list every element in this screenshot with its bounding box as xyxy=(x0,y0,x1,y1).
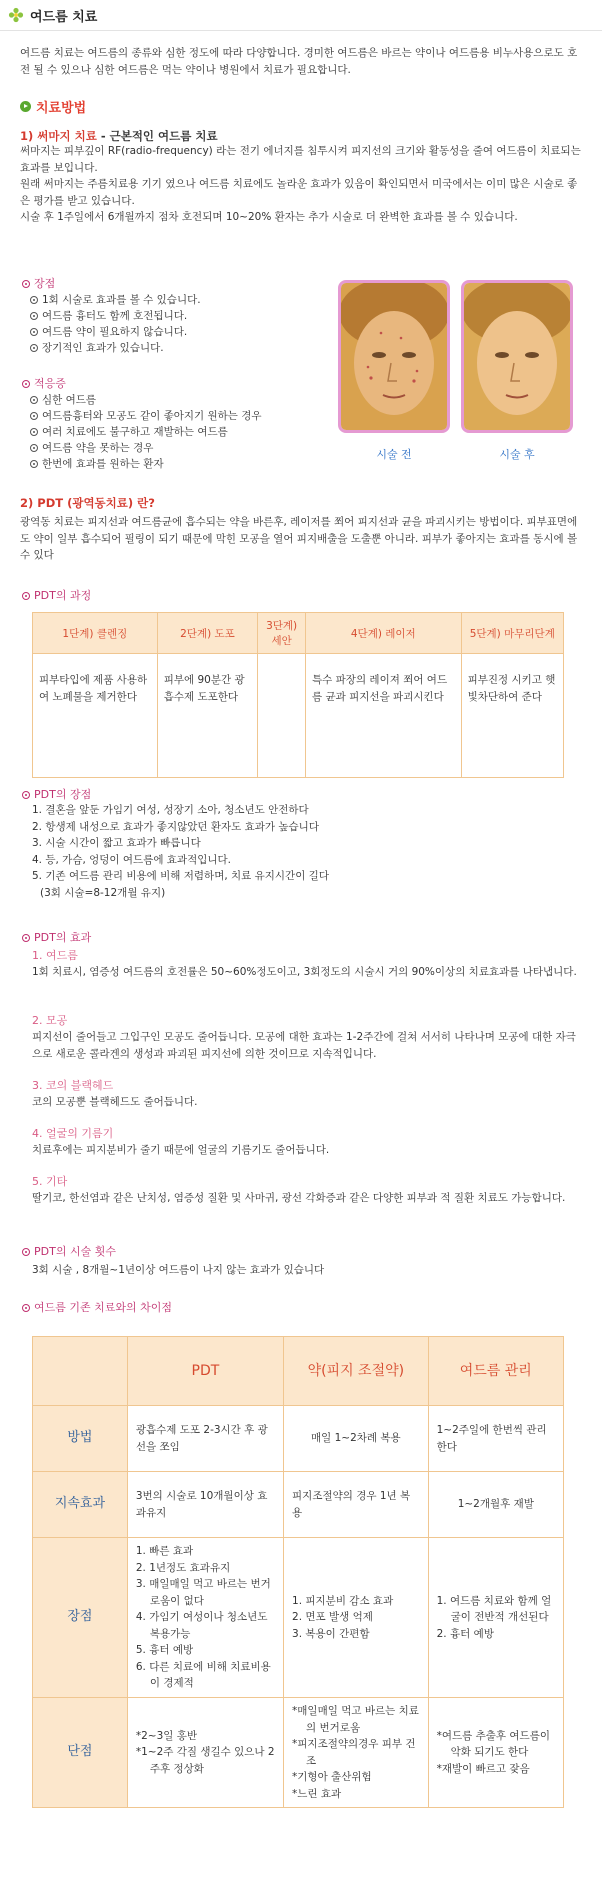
comparison-header-cell: 여드름 관리 xyxy=(428,1337,563,1406)
comparison-row xyxy=(33,1538,564,1698)
comparison-cell-list xyxy=(437,1728,555,1778)
difference-title: 여드름 기존 치료와의 차이점 xyxy=(22,1299,172,1315)
comparison-list-item: *느린 효과 xyxy=(292,1787,342,1800)
comparison-list-item: *재발이 빠르고 잦음 xyxy=(436,1762,530,1775)
comparison-header-cell: 약(피지 조절약) xyxy=(284,1337,429,1406)
merit-item: 5. 기존 여드름 관리 비용에 비해 저렴하며, 치료 유지시간이 길다 xyxy=(32,870,329,882)
comparison-header-cell: PDT xyxy=(127,1337,283,1406)
effect-body: 딸기코, 한선염과 같은 난치성, 염증성 질환 및 사마귀, 광선 각화증과 같은 다양한 피부과 적 질환 치료도 가능합니다. xyxy=(32,1192,566,1204)
comparison-cell-list xyxy=(292,1703,420,1802)
bullet-circle-icon xyxy=(30,460,38,468)
comparison-cell-list xyxy=(292,1593,420,1643)
effect-heading: 1. 여드름 xyxy=(32,949,78,962)
comparison-cell xyxy=(284,1472,429,1538)
process-step-desc: 피부진정 시키고 햇빛차단하여 준다 xyxy=(461,654,563,778)
comparison-list-item: *피지조절약의경우 피부 건조 xyxy=(292,1738,416,1767)
bullet-circle-icon xyxy=(22,791,30,799)
thermage-body: 써마지는 피부깊이 RF(radio-frequency) 라는 전기 에너지를 침투시켜 피지선의 크기와 활동성을 줄여 여드름이 치료되는 효과를 보입니다. 원래 써마지는 주름치료용 기기 였으나 여드름 치료에도 놀라운 효과가 있음이 확인되면서 미국에서는 이미 많은 시술로 좋은 평가를 받고 있습니다. 시술 후 1주일에서 6개월까지 점차 호전되며 10~20% 환자는 추가 시술로 더 완벽한 효과를 볼 수 있습니다. xyxy=(20,145,581,223)
comparison-cell xyxy=(428,1538,563,1698)
bullet-circle-icon xyxy=(30,428,38,436)
merits-list xyxy=(32,802,329,901)
indications-title: 적응증 xyxy=(22,375,66,391)
bullet-circle-icon xyxy=(30,296,38,304)
page-header xyxy=(0,0,602,31)
comparison-cell xyxy=(127,1472,283,1538)
list-item xyxy=(30,340,201,356)
comparison-row xyxy=(33,1472,564,1538)
merit-item: 3. 시술 시간이 짧고 효과가 빠릅니다 xyxy=(32,837,201,849)
list-item xyxy=(30,292,201,308)
process-step-label: 2단계) 도포 xyxy=(157,613,258,654)
comparison-cell xyxy=(127,1538,283,1698)
merits-title: PDT의 장점 xyxy=(22,786,91,802)
effect-heading: 3. 코의 블랙헤드 xyxy=(32,1079,114,1092)
list-item-text: 여드름 흉터도 함께 호전됩니다. xyxy=(42,310,188,322)
list-item-text: 여드름 약이 필요하지 않습니다. xyxy=(42,326,188,338)
list-item-text: 여드름 약을 못하는 경우 xyxy=(42,442,154,454)
list-item xyxy=(30,456,262,472)
comparison-table xyxy=(32,1336,564,1808)
flower-icon xyxy=(8,7,24,23)
comparison-list-item: 2. 1년정도 효과유지 xyxy=(135,1561,231,1574)
arrow-circle-icon xyxy=(20,101,31,112)
process-step-desc: 특수 파장의 레이져 쬐어 여드름 균과 피지선을 파괴시킨다 xyxy=(306,654,462,778)
list-item-text: 여러 치료에도 불구하고 재발하는 여드름 xyxy=(42,426,228,438)
process-step-label: 5단계) 마무리단계 xyxy=(461,613,563,654)
comparison-cell-text: 1~2개월후 재발 xyxy=(457,1498,534,1511)
effect-body: 치료후에는 피지분비가 줄기 때문에 얼굴의 기름기도 줄어듭니다. xyxy=(32,1144,330,1156)
process-title: PDT의 과정 xyxy=(22,587,91,603)
comparison-list-item: 6. 다른 치료에 비해 치료비용이 경제적 xyxy=(135,1660,271,1690)
effects-title: PDT의 효과 xyxy=(22,929,91,945)
list-item-text: 1회 시술로 효과를 볼 수 있습니다. xyxy=(42,294,201,306)
process-step-desc: 피부타입에 제품 사용하여 노폐물을 제거한다 xyxy=(33,654,158,778)
bullet-circle-icon xyxy=(22,280,30,288)
effect-heading: 2. 모공 xyxy=(32,1014,68,1027)
process-step-label: 3단계) 세안 xyxy=(258,613,306,654)
process-step-desc xyxy=(258,654,306,778)
bullet-circle-icon xyxy=(22,1304,30,1312)
comparison-row-label: 방법 xyxy=(33,1406,128,1472)
comparison-cell-text: 매일 1~2차례 복용 xyxy=(310,1432,401,1445)
after-photo xyxy=(461,280,573,433)
comparison-cell xyxy=(127,1698,283,1808)
pdt-heading: 2) PDT (광역동치료) 란? xyxy=(20,496,155,510)
effect-body: 피지선이 줄어들고 그입구인 모공도 줄어듭니다. 모공에 대한 효과는 1-2주간에 걸쳐 서서히 나타나며 모공에 대한 자극으로 새로운 콜라겐의 생성과 파괴된 피지선에 의한 것이므로 지속적입니다. xyxy=(32,1031,576,1060)
list-item xyxy=(30,408,262,424)
comparison-list-item: 3. 복용이 간편함 xyxy=(292,1627,370,1640)
pros-title: 장점 xyxy=(22,275,55,291)
bullet-circle-icon xyxy=(30,444,38,452)
comparison-list-item: 1. 여드름 치료와 함께 얼굴이 전반적 개선된다 xyxy=(436,1594,552,1624)
list-item-text: 장기적인 효과가 있습니다. xyxy=(42,342,164,354)
list-item-text: 한번에 효과를 원하는 환자 xyxy=(42,458,164,470)
comparison-row xyxy=(33,1406,564,1472)
comparison-list-item: *2~3일 홍반 xyxy=(135,1729,198,1742)
pdt-body: 광역동 치료는 피지선과 여드름균에 흡수되는 약을 바른후, 레이저를 쬐어 피지선과 균을 파괴시키는 방법이다. 피부표면에도 약이 일부 흡수되어 필링이 되기 때문에 막힌 모공을 열어 피지배출을 도출뿐 아니라. 피부가 좋아지는 효과를 동시에 볼수 있다 xyxy=(20,516,578,561)
process-step-label: 4단계) 레이저 xyxy=(306,613,462,654)
list-item-text: 심한 여드름 xyxy=(42,394,97,406)
comparison-cell-text: 광흡수제 도포 2-3시간 후 광선을 쪼임 xyxy=(135,1424,268,1453)
bullet-circle-icon xyxy=(22,934,30,942)
comparison-header-row xyxy=(33,1337,564,1406)
process-step-desc: 피부에 90분간 광 흡수제 도포한다 xyxy=(157,654,258,778)
comparison-cell xyxy=(428,1472,563,1538)
merit-item: 2. 항생제 내성으로 효과가 좋지않았던 환자도 효과가 높습니다 xyxy=(32,820,319,833)
bullet-circle-icon xyxy=(30,412,38,420)
comparison-list-item: 3. 매일매일 먹고 바르는 번거로움이 없다 xyxy=(135,1578,271,1607)
comparison-cell xyxy=(428,1698,563,1808)
list-item xyxy=(30,308,201,324)
effect-heading: 4. 얼굴의 기름기 xyxy=(32,1127,114,1140)
comparison-list-item: *매일매일 먹고 바르는 치료의 번거로움 xyxy=(292,1705,419,1734)
before-photo xyxy=(338,280,450,433)
bullet-circle-icon xyxy=(30,328,38,336)
effect-heading: 5. 기타 xyxy=(32,1175,68,1188)
comparison-list-item: *여드름 추출후 여드름이 악화 되기도 한다 xyxy=(436,1729,550,1759)
before-caption: 시술 전 xyxy=(376,448,412,461)
page-title: 여드름 치료 xyxy=(30,10,98,25)
effect-body: 코의 모공뿐 블랙헤드도 줄어듭니다. xyxy=(32,1096,198,1108)
process-step-label: 1단계) 클렌징 xyxy=(33,613,158,654)
comparison-cell-text: 3번의 시술로 10개월이상 효과유지 xyxy=(135,1490,268,1519)
count-body: 3회 시술 , 8개월~1년이상 여드름이 나지 않는 효과가 있습니다 xyxy=(32,1264,325,1276)
bullet-circle-icon xyxy=(22,592,30,600)
bullet-circle-icon xyxy=(30,396,38,404)
comparison-row-label: 장점 xyxy=(33,1538,128,1698)
bullet-circle-icon xyxy=(22,1248,30,1256)
list-item-text: 여드름흉터와 모공도 같이 좋아지기 원하는 경우 xyxy=(42,410,262,422)
list-item xyxy=(30,424,262,440)
comparison-row-label: 지속효과 xyxy=(33,1472,128,1538)
comparison-list-item: 2. 면포 발생 억제 xyxy=(292,1611,373,1624)
merit-item: (3회 시술=8-12개월 유지) xyxy=(40,886,166,899)
pros-list xyxy=(30,292,201,356)
comparison-cell xyxy=(284,1538,429,1698)
list-item xyxy=(30,324,201,340)
bullet-circle-icon xyxy=(30,312,38,320)
comparison-row xyxy=(33,1698,564,1808)
bullet-circle-icon xyxy=(22,380,30,388)
comparison-cell-text: 피지조절약의 경우 1년 복용 xyxy=(292,1490,411,1519)
intro-text: 여드름 치료는 여드름의 종류와 심한 정도에 따라 다양합니다. 경미한 여드름은 바르는 약이나 여드름용 비누사용으로도 호전 될 수 있으나 심한 여드름은 먹는 약이나 병원에서 치료가 필요합니다. xyxy=(20,47,578,76)
comparison-cell xyxy=(127,1406,283,1472)
comparison-list-item: 4. 가임기 여성이나 청소년도 복용가능 xyxy=(135,1611,268,1640)
comparison-cell xyxy=(428,1406,563,1472)
comparison-header-cell xyxy=(33,1337,128,1406)
comparison-cell-list xyxy=(437,1593,555,1643)
comparison-list-item: *1~2주 각질 생길수 있으나 2주후 정상화 xyxy=(135,1746,275,1775)
count-title: PDT의 시술 횟수 xyxy=(22,1243,116,1259)
merit-item: 1. 결혼을 앞둔 가임기 여성, 성장기 소아, 청소년도 안전하다 xyxy=(32,804,309,816)
comparison-cell-list xyxy=(136,1728,275,1778)
merit-item: 4. 등, 가슴, 엉덩이 여드름에 효과적입니다. xyxy=(32,853,232,866)
comparison-list-item: 5. 흉터 예방 xyxy=(135,1644,194,1657)
method-title: 치료방법 xyxy=(20,97,86,116)
indications-list xyxy=(30,392,262,472)
bullet-circle-icon xyxy=(30,344,38,352)
comparison-list-item: 2. 흉터 예방 xyxy=(436,1627,494,1640)
comparison-list-item: *기형아 출산위험 xyxy=(292,1771,372,1783)
after-caption: 시술 후 xyxy=(499,448,535,461)
comparison-cell xyxy=(284,1698,429,1808)
effect-body: 1회 치료시, 염증성 여드름의 호전률은 50~60%정도이고, 3회정도의 시술시 거의 90%이상의 치료효과를 나타냅니다. xyxy=(32,966,577,978)
comparison-list-item: 1. 피지분비 감소 효과 xyxy=(292,1594,394,1607)
process-table xyxy=(32,612,564,778)
list-item xyxy=(30,440,262,456)
comparison-cell-text: 1~2주일에 한번씩 관리한다 xyxy=(436,1424,547,1453)
thermage-heading: 1) 써마지 치료 - 근본적인 여드름 치료 xyxy=(20,129,218,143)
list-item xyxy=(30,392,262,408)
comparison-cell-list xyxy=(136,1543,275,1692)
comparison-cell xyxy=(284,1406,429,1472)
comparison-list-item: 1. 빠른 효과 xyxy=(135,1545,194,1558)
comparison-row-label: 단점 xyxy=(33,1698,128,1808)
